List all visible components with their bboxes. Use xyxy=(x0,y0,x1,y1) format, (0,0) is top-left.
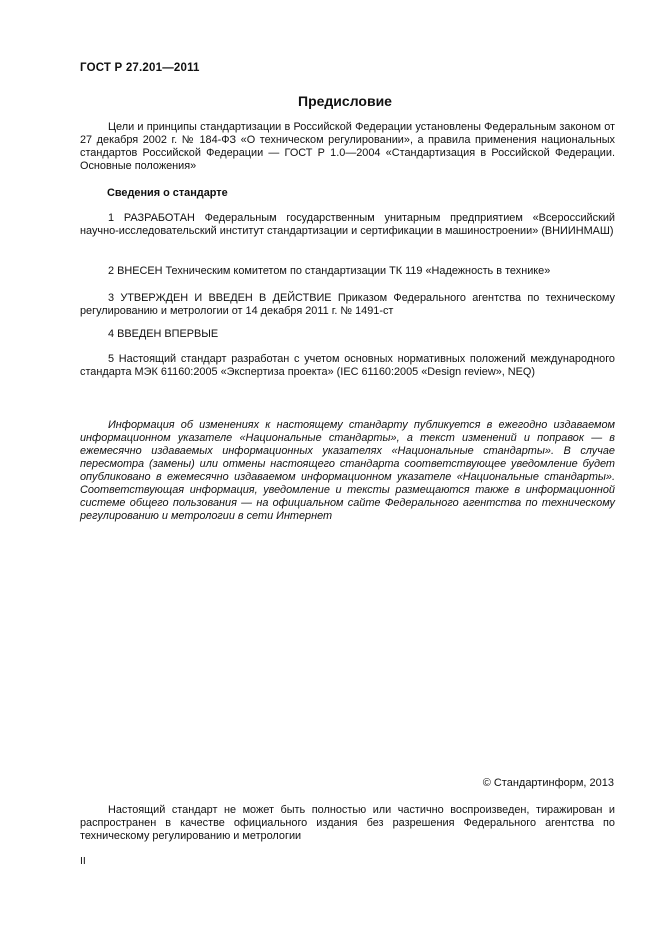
standard-info-item-2: 2 ВНЕСЕН Техническим комитетом по стандартизации ТК 119 «Надежность в технике» xyxy=(108,265,551,277)
changes-notice: Информация об изменениях к настоящему стандарту публикуется в ежегодно издаваемом информационном указателе «Национальные стандарты», а текст изменений и поправок — в ежемесячно издаваемых информационных указателях «Национальные стандарты». В случае пересмотра (замены) или отмены настоящего стандарта соответствующее уведомление будет опубликовано в ежемесячно издаваемом информационном указателе «Национальные стандарты». Соответствующая информация, уведомление и тексты размещаются также в информационной системе общего пользования — на официальном сайте Федерального агентства по техническому регулированию и метрологии в сети Интернет xyxy=(80,419,615,522)
page-title: Предисловие xyxy=(298,93,392,109)
standard-info-item-3: 3 УТВЕРЖДЕН И ВВЕДЕН В ДЕЙСТВИЕ Приказом Федерального агентства по техническому регулированию и метрологии от 14 декабря 2011 г. № 1491-ст xyxy=(80,292,615,317)
standard-info-heading: Сведения о стандарте xyxy=(107,187,228,199)
standard-info-item-5: 5 Настоящий стандарт разработан с учетом основных нормативных положений международного стандарта МЭК 61160:2005 «Экспертиза проекта» (IEC 61160:2005 «Design review», NEQ) xyxy=(80,353,615,378)
intro-paragraph: Цели и принципы стандартизации в Российской Федерации установлены Федеральным законом от 27 декабря 2002 г. № 184-ФЗ «О техническом регулировании», а правила применения национальных стандартов Российской Федерации — ГОСТ Р 1.0—2004 «Стандартизация в Российской Федерации. Основные положения» xyxy=(80,121,615,172)
reproduction-notice: Настоящий стандарт не может быть полностью или частично воспроизведен, тиражирован и распространен в качестве официального издания без разрешения Федерального агентства по техническому регулированию и метрологии xyxy=(80,804,615,842)
page-number: II xyxy=(80,855,86,867)
document-code: ГОСТ Р 27.201—2011 xyxy=(80,62,200,74)
standard-info-item-1: 1 РАЗРАБОТАН Федеральным государственным унитарным предприятием «Всероссийский научно-исследовательский институт стандартизации и сертификации в машиностроении» (ВНИИНМАШ) xyxy=(80,212,615,237)
copyright-line: © Стандартинформ, 2013 xyxy=(482,777,614,789)
standard-info-item-4: 4 ВВЕДЕН ВПЕРВЫЕ xyxy=(108,328,219,340)
